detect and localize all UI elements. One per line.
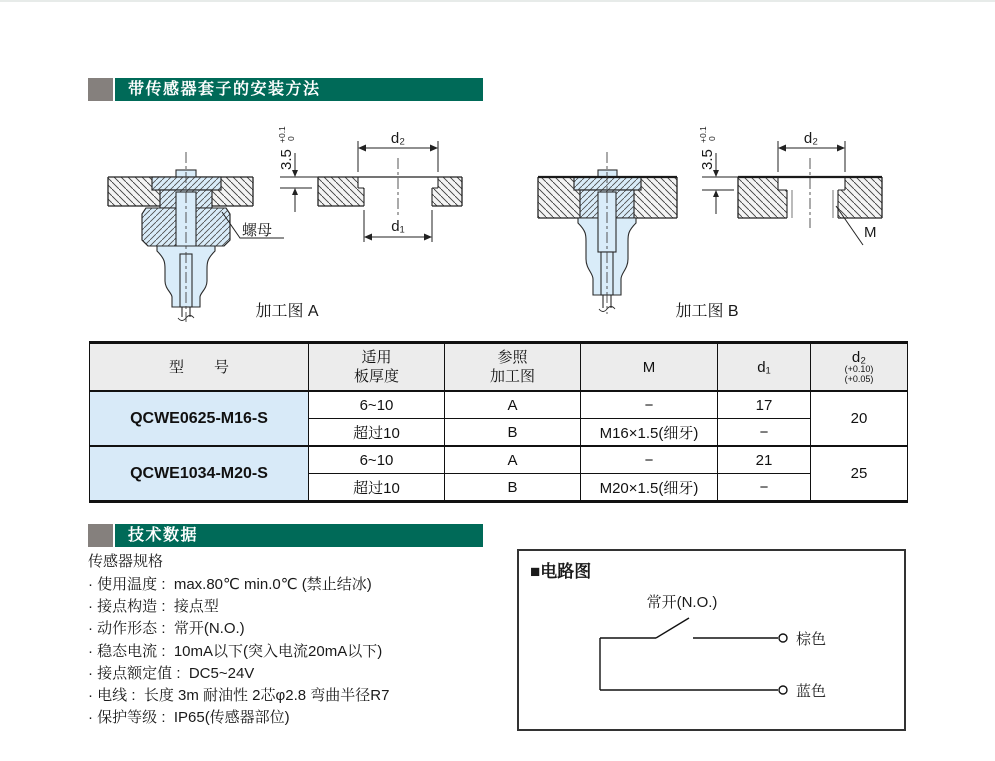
section-header-tech-data — [88, 524, 483, 547]
spec-line-steady-current: · 稳态电流 : 10mA以下(突入电流20mA以下) — [88, 643, 383, 660]
table-header-row — [90, 343, 908, 392]
col-header-ref-line1: 参照 — [497, 349, 528, 366]
caption-drawing-a: 加工图 A — [255, 303, 319, 320]
spec-line-action-form: · 动作形态 : 常开(N.O.) — [88, 620, 245, 637]
table-row — [90, 446, 908, 474]
table-row — [90, 391, 908, 419]
col-header-d2 — [811, 343, 908, 392]
spec-line-contact-structure: · 接点构造 : 接点型 — [88, 598, 219, 615]
cell-d1: 17 — [718, 391, 811, 419]
circuit-diagram — [519, 551, 904, 729]
cell-d2: 25 — [811, 446, 908, 502]
cell-m: M16×1.5(细牙) — [581, 419, 718, 447]
switch-blade — [656, 618, 689, 638]
col-header-thickness — [309, 343, 445, 392]
circuit-wires — [600, 618, 787, 694]
switch-label: 常开(N.O.) — [646, 594, 718, 611]
section-header-installation — [88, 78, 483, 101]
cell-ref: A — [445, 391, 581, 419]
plate-cross-section-a-right — [318, 177, 462, 206]
col-header-thickness-line2: 板厚度 — [353, 368, 399, 385]
dimension-depth-a — [277, 126, 320, 212]
col-header-model: 型 号 — [90, 343, 309, 392]
terminal-brown — [779, 634, 787, 642]
cell-m: M20×1.5(细牙) — [581, 474, 718, 502]
spec-line-temperature: · 使用温度 : max.80℃ min.0℃ (禁止结冰) — [88, 576, 372, 593]
terminal-blue-label: 蓝色 — [796, 683, 827, 700]
depth-value: 3.5 — [699, 149, 716, 170]
col-header-d1: d₁ — [718, 343, 811, 392]
nut-callout — [222, 212, 284, 239]
col-header-d2-tol-upper: (+0.10) — [844, 364, 874, 374]
spec-line-contact-rating: · 接点额定值 : DC5~24V — [88, 665, 255, 682]
circuit-title: ■电路图 — [530, 562, 592, 581]
section-title-tech-data: 技术数据 — [115, 524, 483, 547]
col-header-ref-line2: 加工图 — [489, 368, 535, 385]
section-marker-square — [88, 78, 113, 101]
cell-thickness: 6~10 — [309, 446, 445, 474]
d2-dim-label: d₂ — [390, 130, 406, 147]
cell-model: QCWE0625-M16-S — [90, 391, 309, 446]
d1-dim-label: d₁ — [391, 218, 405, 235]
depth-value: 3.5 — [278, 149, 295, 170]
cell-m: − — [581, 391, 718, 419]
cell-ref: A — [445, 446, 581, 474]
d2-dim-label: d₂ — [803, 130, 819, 147]
cell-d2: 20 — [811, 391, 908, 446]
cell-ref: B — [445, 474, 581, 502]
terminal-blue — [779, 686, 787, 694]
circuit-diagram-box — [517, 549, 906, 731]
dimension-d2-b — [778, 130, 845, 172]
cell-thickness: 6~10 — [309, 391, 445, 419]
section-title-installation: 带传感器套子的安装方法 — [115, 78, 483, 101]
col-header-d2-tol-lower: (+0.05) — [844, 373, 874, 384]
cell-d1: − — [718, 474, 811, 502]
cell-thickness: 超过10 — [309, 419, 445, 447]
sensor-assembly-b — [574, 170, 641, 312]
cell-d1: 21 — [718, 446, 811, 474]
col-header-m: M — [581, 343, 718, 392]
depth-tol-upper: +0.1 — [698, 126, 708, 143]
model-table — [89, 341, 908, 503]
dimension-depth-b — [698, 126, 740, 214]
col-header-thickness-line1: 适用 — [361, 349, 392, 366]
nut-label: 螺母 — [242, 222, 273, 239]
col-header-ref — [445, 343, 581, 392]
machining-drawing-b — [520, 112, 890, 327]
col-header-d2-symbol: d₂ — [851, 349, 867, 366]
section-marker-square — [88, 524, 113, 547]
terminal-brown-label: 棕色 — [796, 631, 827, 648]
cell-thickness: 超过10 — [309, 474, 445, 502]
m-label: M — [864, 224, 877, 241]
spec-line-cable: · 电线 : 长度 3m 耐油性 2芯φ2.8 弯曲半径R7 — [88, 687, 390, 704]
cell-m: − — [581, 446, 718, 474]
cell-ref: B — [445, 419, 581, 447]
depth-tol-lower: 0 — [707, 136, 717, 141]
spec-line-protection: · 保护等级 : IP65(传感器部位) — [88, 709, 290, 726]
cell-d1: − — [718, 419, 811, 447]
machining-drawing-a — [100, 112, 470, 327]
depth-tol-lower: 0 — [286, 136, 296, 141]
cell-model: QCWE1034-M20-S — [90, 446, 309, 502]
sensor-spec-subtitle: 传感器规格 — [88, 553, 164, 570]
caption-drawing-b: 加工图 B — [675, 303, 739, 320]
depth-tol-upper: +0.1 — [277, 126, 287, 143]
page-top-rule — [0, 0, 995, 2]
